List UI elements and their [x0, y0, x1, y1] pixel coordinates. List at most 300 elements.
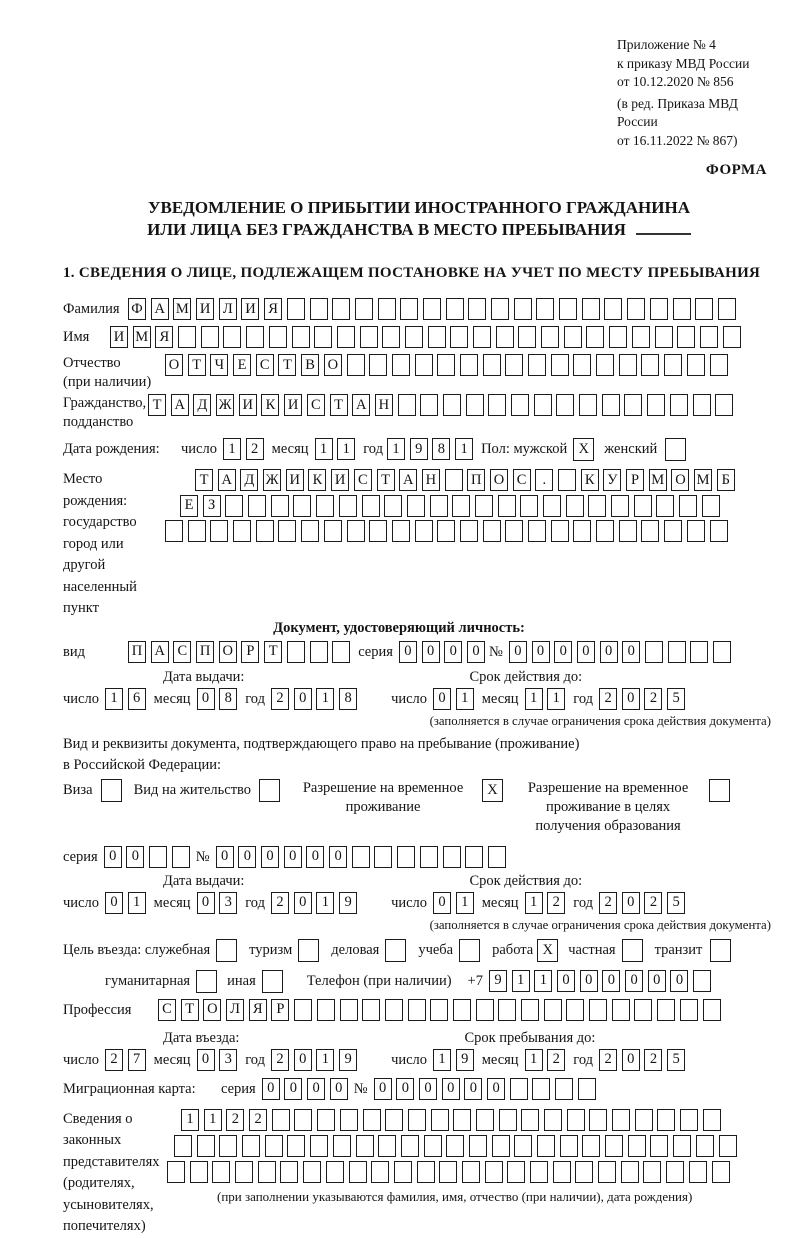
form-cell[interactable]	[578, 1078, 596, 1100]
form-cell[interactable]	[423, 298, 441, 320]
form-cell[interactable]: 1	[387, 438, 405, 460]
form-cell[interactable]: 0	[374, 1078, 392, 1100]
form-cell[interactable]: 1	[315, 438, 333, 460]
form-cell[interactable]	[347, 520, 365, 542]
form-cell[interactable]	[424, 1135, 442, 1157]
form-cell[interactable]: 0	[197, 688, 215, 710]
form-cell[interactable]	[385, 939, 406, 962]
form-cell[interactable]	[498, 495, 516, 517]
form-cell[interactable]	[710, 520, 728, 542]
form-cell[interactable]	[460, 354, 478, 376]
form-cell[interactable]	[718, 298, 736, 320]
form-cell[interactable]	[356, 1135, 374, 1157]
form-cell[interactable]	[437, 354, 455, 376]
form-cell[interactable]	[703, 1109, 721, 1131]
form-cell[interactable]	[505, 354, 523, 376]
form-cell[interactable]	[476, 1109, 494, 1131]
form-cell[interactable]: Т	[330, 394, 348, 416]
form-cell[interactable]	[505, 520, 523, 542]
form-cell[interactable]	[514, 1135, 532, 1157]
form-cell[interactable]: 1	[547, 688, 565, 710]
form-cell[interactable]	[459, 939, 480, 962]
form-cell[interactable]	[703, 999, 721, 1021]
form-cell[interactable]: 1	[456, 892, 474, 914]
form-cell[interactable]	[575, 1161, 593, 1183]
form-cell[interactable]	[588, 495, 606, 517]
form-cell[interactable]	[551, 520, 569, 542]
form-cell[interactable]: 0	[670, 970, 688, 992]
form-cell[interactable]	[294, 999, 312, 1021]
form-cell[interactable]	[405, 326, 423, 348]
form-cell[interactable]	[589, 999, 607, 1021]
form-cell[interactable]: 2	[599, 1049, 617, 1071]
form-cell[interactable]: И	[331, 469, 349, 491]
form-cell[interactable]: 0	[294, 688, 312, 710]
form-cell[interactable]: М	[694, 469, 712, 491]
form-cell[interactable]	[407, 495, 425, 517]
form-cell[interactable]	[555, 1078, 573, 1100]
form-cell[interactable]	[398, 394, 416, 416]
form-cell[interactable]	[700, 326, 718, 348]
form-cell[interactable]: С	[173, 641, 191, 663]
form-cell[interactable]	[233, 520, 251, 542]
form-cell[interactable]: 1	[455, 438, 473, 460]
form-cell[interactable]	[719, 1135, 737, 1157]
form-cell[interactable]	[242, 1135, 260, 1157]
form-cell[interactable]	[332, 641, 350, 663]
form-cell[interactable]: У	[603, 469, 621, 491]
form-cell[interactable]: 0	[294, 1049, 312, 1071]
form-cell[interactable]	[428, 326, 446, 348]
form-cell[interactable]: Т	[188, 354, 206, 376]
form-cell[interactable]: А	[399, 469, 417, 491]
form-cell[interactable]	[693, 394, 711, 416]
form-cell[interactable]	[723, 326, 741, 348]
form-cell[interactable]	[385, 1109, 403, 1131]
form-cell[interactable]	[269, 326, 287, 348]
form-cell[interactable]	[573, 520, 591, 542]
form-cell[interactable]	[492, 1135, 510, 1157]
form-cell[interactable]: .	[535, 469, 553, 491]
form-cell[interactable]	[619, 354, 637, 376]
form-cell[interactable]: Т	[264, 641, 282, 663]
form-cell[interactable]	[657, 1109, 675, 1131]
form-cell[interactable]: З	[203, 495, 221, 517]
form-cell[interactable]	[687, 520, 705, 542]
form-cell[interactable]: Н	[422, 469, 440, 491]
form-cell[interactable]	[392, 520, 410, 542]
form-cell[interactable]	[337, 326, 355, 348]
form-cell[interactable]	[582, 298, 600, 320]
form-cell[interactable]: Ф	[128, 298, 146, 320]
form-cell[interactable]: 0	[294, 892, 312, 914]
form-cell[interactable]: Ж	[216, 394, 234, 416]
form-cell[interactable]: В	[301, 354, 319, 376]
form-cell[interactable]	[174, 1135, 192, 1157]
form-cell[interactable]	[627, 298, 645, 320]
form-cell[interactable]: О	[324, 354, 342, 376]
form-cell[interactable]: 2	[226, 1109, 244, 1131]
form-cell[interactable]	[488, 394, 506, 416]
form-cell[interactable]: 0	[105, 892, 123, 914]
form-cell[interactable]: 0	[580, 970, 598, 992]
form-cell[interactable]: 0	[557, 970, 575, 992]
form-cell[interactable]	[460, 520, 478, 542]
form-cell[interactable]	[394, 1161, 412, 1183]
form-cell[interactable]	[689, 1161, 707, 1183]
form-cell[interactable]: 0	[396, 1078, 414, 1100]
form-cell[interactable]	[528, 520, 546, 542]
form-cell[interactable]	[586, 326, 604, 348]
form-cell[interactable]: Л	[226, 999, 244, 1021]
form-cell[interactable]	[384, 495, 402, 517]
form-cell[interactable]	[612, 1109, 630, 1131]
form-cell[interactable]: 1	[337, 438, 355, 460]
form-cell[interactable]: 1	[316, 1049, 334, 1071]
form-cell[interactable]	[628, 1135, 646, 1157]
form-cell[interactable]	[622, 939, 643, 962]
form-cell[interactable]	[317, 1109, 335, 1131]
form-cell[interactable]	[650, 1135, 668, 1157]
form-cell[interactable]	[287, 298, 305, 320]
form-cell[interactable]: К	[308, 469, 326, 491]
form-cell[interactable]	[664, 354, 682, 376]
form-cell[interactable]: 0	[284, 846, 302, 868]
form-cell[interactable]	[712, 1161, 730, 1183]
form-cell[interactable]	[679, 495, 697, 517]
form-cell[interactable]	[453, 999, 471, 1021]
form-cell[interactable]	[292, 326, 310, 348]
form-cell[interactable]	[317, 999, 335, 1021]
form-cell[interactable]	[604, 298, 622, 320]
form-cell[interactable]: 0	[622, 1049, 640, 1071]
form-cell[interactable]	[514, 298, 532, 320]
form-cell[interactable]	[602, 394, 620, 416]
form-cell[interactable]: 1	[433, 1049, 451, 1071]
form-cell[interactable]	[408, 999, 426, 1021]
form-cell[interactable]	[294, 1109, 312, 1131]
form-cell[interactable]: 0	[216, 846, 234, 868]
form-cell[interactable]: Я	[249, 999, 267, 1021]
form-cell[interactable]	[677, 326, 695, 348]
form-cell[interactable]	[452, 495, 470, 517]
form-cell[interactable]	[271, 495, 289, 517]
form-cell[interactable]	[641, 520, 659, 542]
form-cell[interactable]: 8	[339, 688, 357, 710]
form-cell[interactable]: 0	[306, 846, 324, 868]
form-cell[interactable]	[605, 1135, 623, 1157]
form-cell[interactable]	[650, 298, 668, 320]
form-cell[interactable]: X	[573, 438, 594, 461]
form-cell[interactable]	[556, 394, 574, 416]
form-cell[interactable]: 0	[602, 970, 620, 992]
form-cell[interactable]	[643, 1161, 661, 1183]
form-cell[interactable]: 1	[223, 438, 241, 460]
form-cell[interactable]: О	[219, 641, 237, 663]
form-cell[interactable]	[316, 495, 334, 517]
form-cell[interactable]	[582, 1135, 600, 1157]
form-cell[interactable]: 0	[126, 846, 144, 868]
form-cell[interactable]: Ч	[210, 354, 228, 376]
form-cell[interactable]: О	[203, 999, 221, 1021]
form-cell[interactable]	[259, 779, 280, 802]
form-cell[interactable]: И	[241, 298, 259, 320]
form-cell[interactable]	[378, 298, 396, 320]
form-cell[interactable]: 0	[433, 892, 451, 914]
form-cell[interactable]	[340, 1109, 358, 1131]
form-cell[interactable]	[362, 495, 380, 517]
form-cell[interactable]: 0	[104, 846, 122, 868]
form-cell[interactable]	[598, 1161, 616, 1183]
form-cell[interactable]	[713, 641, 731, 663]
form-cell[interactable]	[443, 394, 461, 416]
form-cell[interactable]	[332, 298, 350, 320]
form-cell[interactable]: И	[284, 394, 302, 416]
form-cell[interactable]: 1	[525, 892, 543, 914]
form-cell[interactable]: 1	[181, 1109, 199, 1131]
form-cell[interactable]	[443, 846, 461, 868]
form-cell[interactable]: 0	[509, 641, 527, 663]
form-cell[interactable]: 1	[456, 688, 474, 710]
form-cell[interactable]: Л	[219, 298, 237, 320]
form-cell[interactable]: И	[286, 469, 304, 491]
form-cell[interactable]: А	[218, 469, 236, 491]
form-cell[interactable]	[287, 1135, 305, 1157]
form-cell[interactable]: 2	[271, 892, 289, 914]
form-cell[interactable]: 0	[329, 846, 347, 868]
form-cell[interactable]	[439, 1161, 457, 1183]
form-cell[interactable]: И	[110, 326, 128, 348]
form-cell[interactable]: А	[151, 298, 169, 320]
form-cell[interactable]	[355, 298, 373, 320]
form-cell[interactable]: Е	[233, 354, 251, 376]
form-cell[interactable]	[624, 394, 642, 416]
form-cell[interactable]	[635, 1109, 653, 1131]
form-cell[interactable]	[551, 354, 569, 376]
form-cell[interactable]	[632, 326, 650, 348]
form-cell[interactable]	[401, 1135, 419, 1157]
form-cell[interactable]	[303, 1161, 321, 1183]
form-cell[interactable]	[392, 354, 410, 376]
form-cell[interactable]	[673, 1135, 691, 1157]
form-cell[interactable]	[589, 1109, 607, 1131]
form-cell[interactable]	[314, 326, 332, 348]
form-cell[interactable]: 1	[534, 970, 552, 992]
form-cell[interactable]	[363, 1109, 381, 1131]
form-cell[interactable]: Т	[195, 469, 213, 491]
form-cell[interactable]	[693, 970, 711, 992]
form-cell[interactable]	[190, 1161, 208, 1183]
form-cell[interactable]: С	[158, 999, 176, 1021]
form-cell[interactable]	[511, 394, 529, 416]
form-cell[interactable]	[453, 1109, 471, 1131]
form-cell[interactable]: 2	[105, 1049, 123, 1071]
form-cell[interactable]	[645, 641, 663, 663]
form-cell[interactable]: 1	[204, 1109, 222, 1131]
form-cell[interactable]: 9	[489, 970, 507, 992]
form-cell[interactable]: 1	[512, 970, 530, 992]
form-cell[interactable]	[507, 1161, 525, 1183]
form-cell[interactable]: 2	[644, 1049, 662, 1071]
form-cell[interactable]: Я	[155, 326, 173, 348]
form-cell[interactable]: И	[239, 394, 257, 416]
form-cell[interactable]	[573, 354, 591, 376]
form-cell[interactable]: Д	[240, 469, 258, 491]
form-cell[interactable]	[468, 298, 486, 320]
form-cell[interactable]: 0	[464, 1078, 482, 1100]
form-cell[interactable]: П	[128, 641, 146, 663]
form-cell[interactable]	[212, 1161, 230, 1183]
form-cell[interactable]	[634, 999, 652, 1021]
form-cell[interactable]	[553, 1161, 571, 1183]
form-cell[interactable]	[333, 1135, 351, 1157]
form-cell[interactable]: 0	[648, 970, 666, 992]
form-cell[interactable]: С	[354, 469, 372, 491]
form-cell[interactable]: 3	[219, 1049, 237, 1071]
form-cell[interactable]: 0	[444, 641, 462, 663]
form-cell[interactable]	[475, 495, 493, 517]
form-cell[interactable]	[196, 970, 217, 993]
form-cell[interactable]	[450, 326, 468, 348]
form-cell[interactable]: Т	[181, 999, 199, 1021]
form-cell[interactable]: К	[581, 469, 599, 491]
form-cell[interactable]	[609, 326, 627, 348]
form-cell[interactable]	[301, 520, 319, 542]
form-cell[interactable]	[248, 495, 266, 517]
form-cell[interactable]: Т	[278, 354, 296, 376]
form-cell[interactable]	[521, 999, 539, 1021]
form-cell[interactable]: 2	[271, 688, 289, 710]
form-cell[interactable]	[680, 1109, 698, 1131]
form-cell[interactable]: 0	[622, 641, 640, 663]
form-cell[interactable]	[400, 298, 418, 320]
form-cell[interactable]: 0	[625, 970, 643, 992]
form-cell[interactable]	[687, 354, 705, 376]
form-cell[interactable]: 0	[419, 1078, 437, 1100]
form-cell[interactable]	[235, 1161, 253, 1183]
form-cell[interactable]	[488, 846, 506, 868]
form-cell[interactable]: 0	[399, 641, 417, 663]
form-cell[interactable]	[349, 1161, 367, 1183]
form-cell[interactable]	[702, 495, 720, 517]
form-cell[interactable]	[417, 1161, 435, 1183]
form-cell[interactable]	[499, 1109, 517, 1131]
form-cell[interactable]	[641, 354, 659, 376]
form-cell[interactable]: 9	[339, 1049, 357, 1071]
form-cell[interactable]	[532, 1078, 550, 1100]
form-cell[interactable]	[310, 641, 328, 663]
form-cell[interactable]: М	[133, 326, 151, 348]
form-cell[interactable]: 1	[105, 688, 123, 710]
form-cell[interactable]	[430, 495, 448, 517]
form-cell[interactable]	[369, 520, 387, 542]
form-cell[interactable]: 0	[487, 1078, 505, 1100]
form-cell[interactable]: О	[490, 469, 508, 491]
form-cell[interactable]	[634, 495, 652, 517]
form-cell[interactable]	[465, 846, 483, 868]
form-cell[interactable]	[197, 1135, 215, 1157]
form-cell[interactable]	[219, 1135, 237, 1157]
form-cell[interactable]: 0	[433, 688, 451, 710]
form-cell[interactable]	[528, 354, 546, 376]
form-cell[interactable]	[496, 326, 514, 348]
form-cell[interactable]: 1	[525, 1049, 543, 1071]
form-cell[interactable]	[541, 326, 559, 348]
form-cell[interactable]: 0	[442, 1078, 460, 1100]
form-cell[interactable]	[445, 469, 463, 491]
form-cell[interactable]	[466, 394, 484, 416]
form-cell[interactable]	[680, 999, 698, 1021]
form-cell[interactable]	[476, 999, 494, 1021]
form-cell[interactable]	[690, 641, 708, 663]
form-cell[interactable]	[347, 354, 365, 376]
form-cell[interactable]	[485, 1161, 503, 1183]
form-cell[interactable]	[280, 1161, 298, 1183]
form-cell[interactable]	[415, 520, 433, 542]
form-cell[interactable]	[709, 779, 730, 802]
form-cell[interactable]	[695, 298, 713, 320]
form-cell[interactable]	[258, 1161, 276, 1183]
form-cell[interactable]	[579, 394, 597, 416]
form-cell[interactable]	[559, 298, 577, 320]
form-cell[interactable]: 2	[547, 1049, 565, 1071]
form-cell[interactable]	[621, 1161, 639, 1183]
form-cell[interactable]: 8	[432, 438, 450, 460]
form-cell[interactable]: С	[256, 354, 274, 376]
form-cell[interactable]: Я	[264, 298, 282, 320]
form-cell[interactable]: М	[649, 469, 667, 491]
form-cell[interactable]: Б	[717, 469, 735, 491]
form-cell[interactable]	[420, 394, 438, 416]
form-cell[interactable]: О	[165, 354, 183, 376]
form-cell[interactable]	[369, 354, 387, 376]
form-cell[interactable]	[397, 846, 415, 868]
form-cell[interactable]: 2	[644, 688, 662, 710]
form-cell[interactable]: С	[307, 394, 325, 416]
form-cell[interactable]	[498, 999, 516, 1021]
form-cell[interactable]	[567, 1109, 585, 1131]
form-cell[interactable]: Т	[148, 394, 166, 416]
form-cell[interactable]	[298, 939, 319, 962]
form-cell[interactable]	[566, 999, 584, 1021]
form-cell[interactable]	[371, 1161, 389, 1183]
form-cell[interactable]	[473, 326, 491, 348]
form-cell[interactable]	[430, 999, 448, 1021]
form-cell[interactable]	[101, 779, 122, 802]
form-cell[interactable]	[518, 326, 536, 348]
form-cell[interactable]: Р	[626, 469, 644, 491]
form-cell[interactable]: М	[173, 298, 191, 320]
form-cell[interactable]: 0	[577, 641, 595, 663]
form-cell[interactable]	[543, 495, 561, 517]
form-cell[interactable]	[544, 999, 562, 1021]
form-cell[interactable]: 0	[330, 1078, 348, 1100]
form-cell[interactable]: Т	[377, 469, 395, 491]
form-cell[interactable]	[287, 641, 305, 663]
form-cell[interactable]	[210, 520, 228, 542]
form-cell[interactable]: Ж	[263, 469, 281, 491]
form-cell[interactable]	[293, 495, 311, 517]
form-cell[interactable]: 3	[219, 892, 237, 914]
form-cell[interactable]	[710, 939, 731, 962]
form-cell[interactable]	[262, 970, 283, 993]
form-cell[interactable]	[491, 298, 509, 320]
form-cell[interactable]: 9	[456, 1049, 474, 1071]
form-cell[interactable]: 5	[667, 892, 685, 914]
form-cell[interactable]	[431, 1109, 449, 1131]
form-cell[interactable]: 0	[197, 1049, 215, 1071]
form-cell[interactable]: 0	[622, 892, 640, 914]
